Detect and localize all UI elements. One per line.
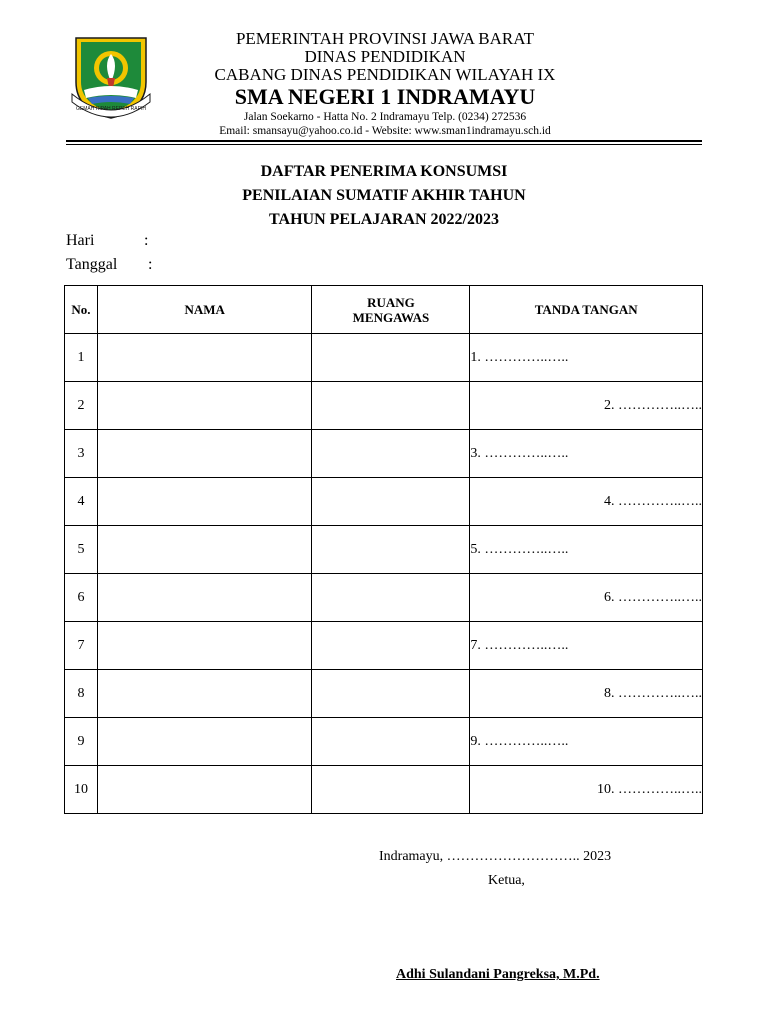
room-cell[interactable] [312, 382, 470, 430]
signer-name: Adhi Sulandani Pangreksa, M.Pd. [396, 967, 600, 982]
room-cell[interactable] [312, 574, 470, 622]
title-line-3: TAHUN PELAJARAN 2022/2023 [269, 211, 499, 228]
west-java-emblem-logo [70, 32, 152, 122]
table-row [65, 382, 703, 430]
signature-cell[interactable]: 6. …………..….. [470, 574, 703, 622]
header-no: No. [65, 286, 98, 334]
room-cell[interactable] [312, 334, 470, 382]
signature-cell[interactable]: 7. …………..….. [470, 622, 703, 670]
day-field [66, 232, 149, 250]
name-cell[interactable] [97, 430, 312, 478]
recipient-table [64, 285, 703, 814]
table-row [65, 622, 703, 670]
signature-cell[interactable]: 3. …………..….. [470, 430, 703, 478]
table-row [65, 430, 703, 478]
document-title [0, 160, 768, 232]
table-row [65, 574, 703, 622]
header-tanda-tangan: TANDA TANGAN [470, 286, 703, 334]
school-contact: Email: smansayu@yahoo.co.id - Website: www.sman1indramayu.sch.id [219, 125, 551, 137]
day-colon: : [144, 232, 149, 249]
header-ruang-mengawas: RUANG MENGAWAS [312, 286, 470, 334]
letterhead-divider-thick [66, 140, 702, 142]
row-number: 5 [65, 526, 98, 574]
dept-name: DINAS PENDIDIKAN [304, 47, 466, 66]
row-number: 1 [65, 334, 98, 382]
room-cell[interactable] [312, 526, 470, 574]
row-number: 7 [65, 622, 98, 670]
signature-cell[interactable]: 2. …………..….. [470, 382, 703, 430]
title-line-1: DAFTAR PENERIMA KONSUMSI [260, 163, 508, 180]
place-date: Indramayu, ……………………….. 2023 [379, 849, 612, 864]
school-address: Jalan Soekarno - Hatta No. 2 Indramayu Telp. (0234) 272536 [243, 111, 527, 123]
table-row [65, 766, 703, 814]
name-cell[interactable] [97, 718, 312, 766]
signature-cell[interactable]: 8. …………..….. [470, 670, 703, 718]
table-row [65, 526, 703, 574]
table-row [65, 478, 703, 526]
letterhead [170, 30, 600, 138]
name-cell[interactable] [97, 334, 312, 382]
branch-name: CABANG DINAS PENDIDIKAN WILAYAH IX [214, 65, 556, 84]
date-field [66, 256, 153, 274]
row-number: 10 [65, 766, 98, 814]
gov-name: PEMERINTAH PROVINSI JAWA BARAT [235, 29, 535, 48]
room-cell[interactable] [312, 670, 470, 718]
room-cell[interactable] [312, 622, 470, 670]
signature-cell[interactable]: 5. …………..….. [470, 526, 703, 574]
row-number: 3 [65, 430, 98, 478]
header-nama: NAMA [97, 286, 312, 334]
date-label: Tanggal [66, 256, 118, 273]
logo-motto: GEMAH RIPAH REPEH RAPIH [76, 106, 146, 112]
school-name: SMA NEGERI 1 INDRAMAYU [234, 84, 536, 109]
row-number: 9 [65, 718, 98, 766]
signature-cell[interactable]: 4. …………..….. [470, 478, 703, 526]
name-cell[interactable] [97, 478, 312, 526]
table-row [65, 670, 703, 718]
name-cell[interactable] [97, 670, 312, 718]
name-cell[interactable] [97, 382, 312, 430]
name-cell[interactable] [97, 574, 312, 622]
name-cell[interactable] [97, 766, 312, 814]
day-label: Hari [66, 232, 95, 249]
signature-cell[interactable]: 9. …………..….. [470, 718, 703, 766]
title-line-2: PENILAIAN SUMATIF AKHIR TAHUN [242, 187, 526, 204]
room-cell[interactable] [312, 718, 470, 766]
letterhead-divider-thin [66, 144, 702, 145]
row-number: 8 [65, 670, 98, 718]
row-number: 4 [65, 478, 98, 526]
date-colon: : [148, 256, 153, 273]
room-cell[interactable] [312, 430, 470, 478]
row-number: 6 [65, 574, 98, 622]
room-cell[interactable] [312, 766, 470, 814]
name-cell[interactable] [97, 526, 312, 574]
table-header-row [65, 286, 703, 334]
name-cell[interactable] [97, 622, 312, 670]
signature-cell[interactable]: 10. …………..….. [470, 766, 703, 814]
room-cell[interactable] [312, 478, 470, 526]
table-row [65, 334, 703, 382]
signer-role: Ketua, [488, 873, 525, 888]
signature-cell[interactable]: 1. …………..….. [470, 334, 703, 382]
row-number: 2 [65, 382, 98, 430]
table-row [65, 718, 703, 766]
